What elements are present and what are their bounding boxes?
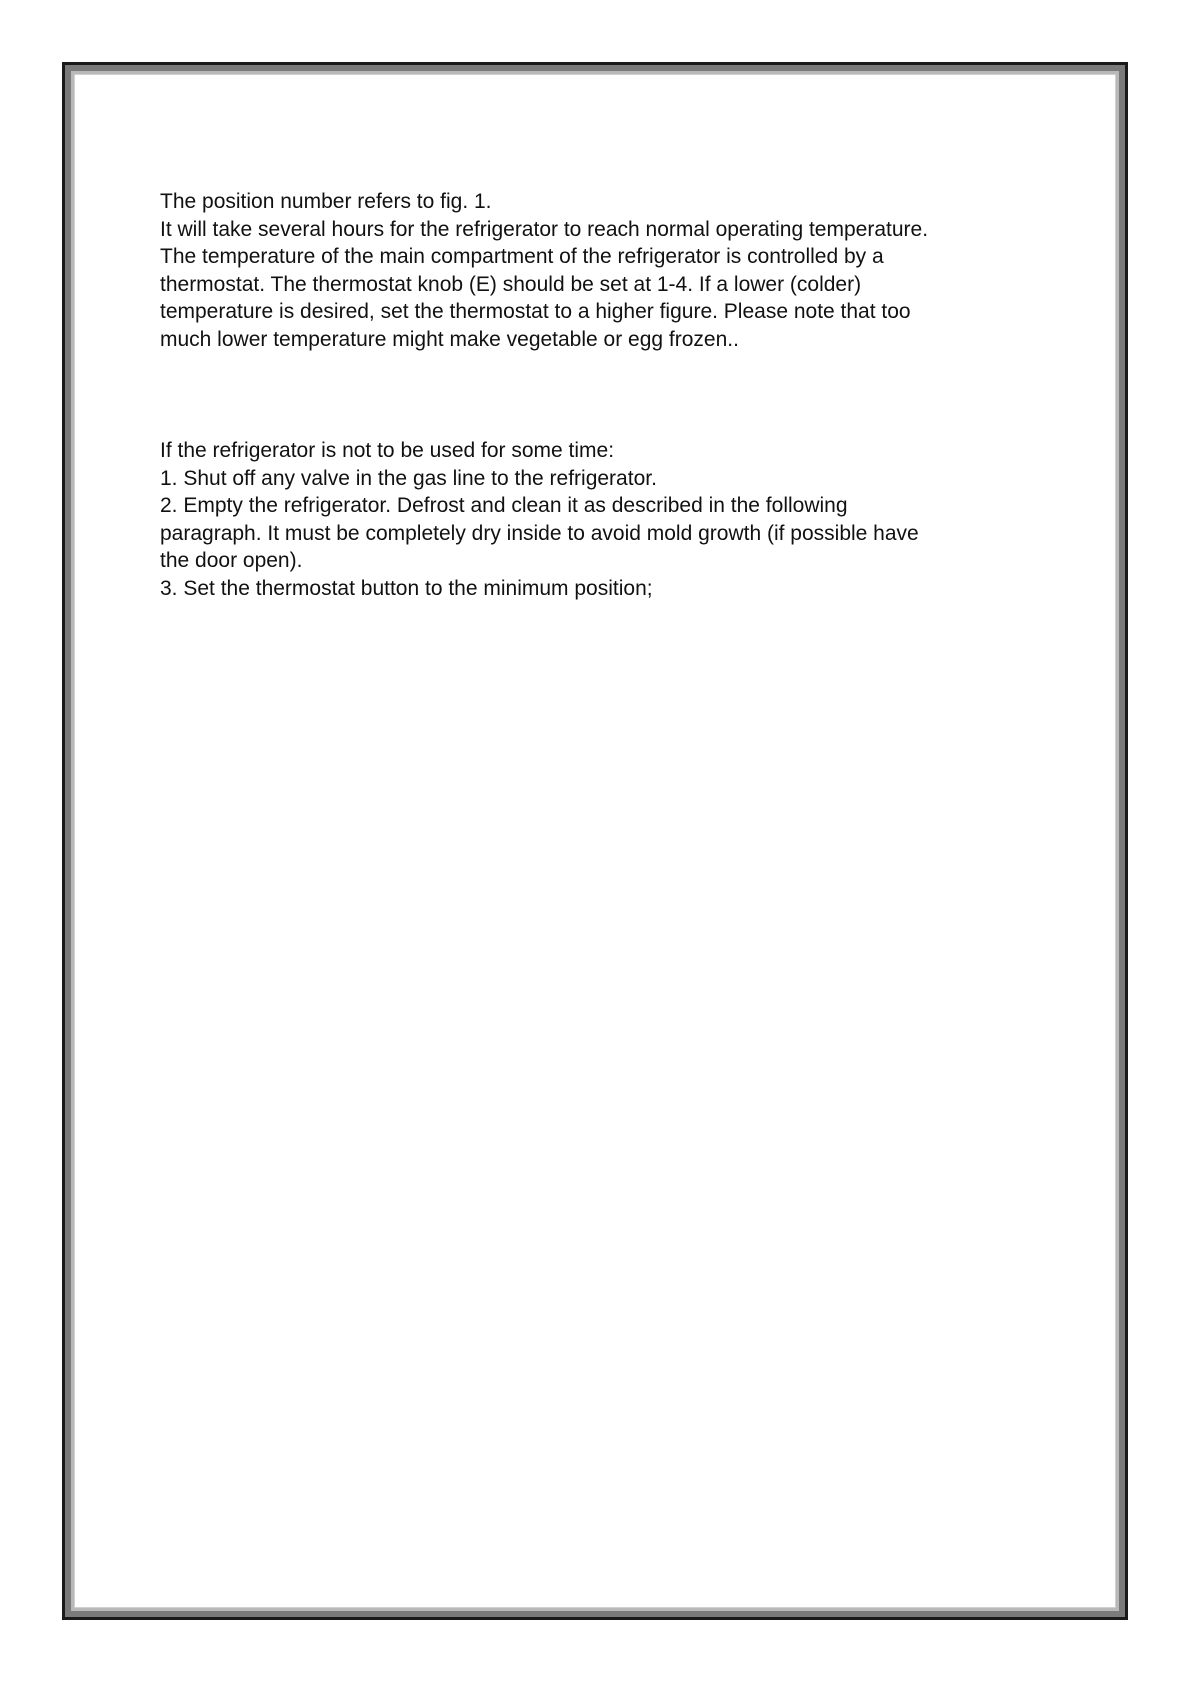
text-line: If the refrigerator is not to be used for some time: bbox=[160, 439, 615, 462]
text-line: It will take several hours for the refrigerator to reach normal operating temperature. bbox=[160, 217, 929, 241]
text-line: temperature is desired, set the thermostat to a higher figure. Please note that too bbox=[160, 300, 911, 324]
text-line: the door open). bbox=[160, 549, 303, 573]
text-line: The position number refers to fig. 1. bbox=[160, 190, 492, 213]
storage-instructions-section bbox=[160, 437, 1060, 603]
text-line: The temperature of the main compartment of the refrigerator is controlled by a bbox=[160, 245, 884, 269]
text-line: 3. Set the thermostat button to the minimum position; bbox=[160, 576, 653, 600]
text-line: 2. Empty the refrigerator. Defrost and clean it as described in the following bbox=[160, 494, 848, 518]
text-line: 1. Shut off any valve in the gas line to the refrigerator. bbox=[160, 466, 657, 490]
text-line: paragraph. It must be completely dry inside to avoid mold growth (if possible have bbox=[160, 521, 919, 545]
text-line: thermostat. The thermostat knob (E) should be set at 1-4. If a lower (colder) bbox=[160, 272, 862, 296]
text-line: much lower temperature might make vegetable or egg frozen.. bbox=[160, 327, 739, 351]
operating-temperature-section bbox=[160, 188, 1060, 354]
